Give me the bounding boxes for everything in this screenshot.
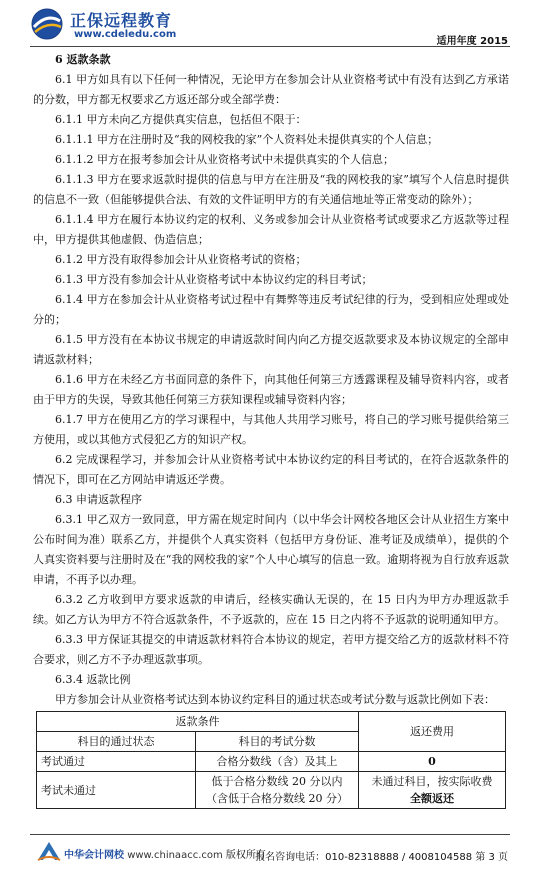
footer-contact bbox=[255, 848, 508, 863]
refund-line-2: 全额返还 bbox=[410, 792, 454, 805]
clause-6-1-1: 6.1.1 甲方未向乙方提供真实信息，包括但不限于： bbox=[55, 113, 307, 126]
refund-cell: 0 bbox=[359, 752, 506, 772]
clause-6-1-1-1: 6.1.1.1 甲方在注册时及“我的网校我的家”个人资料处未提供真实的个人信息； bbox=[55, 133, 439, 146]
clause-6-3-4: 6.3.4 返款比例 bbox=[55, 673, 131, 686]
clause-6-1-1-2: 6.1.1.2 甲方在报考参加会计从业资格考试中未提供真实的个人信息； bbox=[55, 153, 394, 166]
score-line-1: 低于合格分数线 20 分以内 bbox=[211, 775, 343, 788]
table-intro: 甲方参加会计从业资格考试达到本协议约定科目的通过状态或考试分数与返款比例如下表： bbox=[55, 693, 495, 706]
footer-site-name: 中华会计网校 bbox=[64, 850, 124, 861]
table-row bbox=[37, 712, 506, 732]
score-line-2: （含低于合格分数线 20 分） bbox=[206, 792, 348, 805]
clause-6-3-2: 6.3.2 乙方收到甲方要求返款的申请后，经核实确认无误的，在 15 日内为甲方办理返款手续。如乙方认为甲方不符合返款条件，不予返款的，应在 15 日之内将不予返款的说明通知甲方。 bbox=[33, 593, 509, 626]
clause-6-1-1-3: 6.1.1.3 甲方在要求返款时提供的信息与甲方在注册及“我的网校我的家”填写个人信息时提供的信息不一致（但能够提供合法、有效的文件证明甲方的有关通信地址等正常变动的除外）； bbox=[33, 173, 509, 206]
footer-divider bbox=[30, 834, 510, 835]
col-score-header: 科目的考试分数 bbox=[196, 732, 359, 752]
col-status-header: 科目的通过状态 bbox=[37, 732, 196, 752]
footer-rights: 版权所有 bbox=[225, 850, 266, 861]
score-cell: 合格分数线（含）及其上 bbox=[196, 752, 359, 772]
header-conditions: 返款条件 bbox=[37, 712, 359, 732]
cdel-globe-logo-icon bbox=[30, 7, 64, 41]
brand-url: www.cdeledu.com bbox=[74, 29, 177, 40]
clause-6-1-2: 6.1.2 甲方没有取得参加会计从业资格考试的资格； bbox=[55, 253, 307, 266]
chinaacc-logo-icon bbox=[36, 840, 62, 862]
document-body bbox=[33, 50, 509, 809]
refund-cell bbox=[359, 772, 506, 809]
clause-6-3-1: 6.3.1 甲乙双方一致同意，甲方需在规定时间内（以中华会计网校各地区会计从业招生方案中公布时间为准）联系乙方，并提供个人真实资料（包括甲方身份证、准考证及成绩单），提供的个人真实资料要与注册时及在“我的网校我的家”个人中心填写的信息一致。逾期将视为自行放弃返款申请，不再予以办理。 bbox=[33, 513, 509, 586]
clause-6-1-1-4: 6.1.1.4 甲方在履行本协议约定的权利、义务或参加会计从业资格考试或要求乙方返款等过程中，甲方提供其他虚假、伪造信息； bbox=[33, 213, 509, 246]
clause-6-1-5: 6.1.5 甲方没有在本协议书规定的申请返款时间内向乙方提交返款要求及本协议规定的全部申请返款材料； bbox=[33, 333, 509, 366]
section-title: 6 返款条款 bbox=[55, 53, 111, 66]
clause-6-1: 6.1 甲方如具有以下任何一种情况，无论甲方在参加会计从业资格考试中有没有达到乙方承诺的分数，甲方都无权要求乙方返还部分或全部学费： bbox=[33, 73, 509, 106]
page-number: 第 3 页 bbox=[475, 852, 508, 863]
page-header bbox=[0, 0, 540, 46]
clause-6-1-3: 6.1.3 甲方没有参加会计从业资格考试中本协议约定的科目考试； bbox=[55, 273, 373, 286]
brand-name: 正保远程教育 bbox=[70, 11, 173, 30]
clause-6-3-3: 6.3.3 甲方保证其提交的申请返款材料符合本协议的规定，若甲方提交给乙方的返款材料不符合要求，则乙方不予办理返款事项。 bbox=[33, 633, 509, 666]
clause-6-2: 6.2 完成课程学习，并参加会计从业资格考试中本协议约定的科目考试的，在符合返款条件的情况下，即可在乙方网站申请返还学费。 bbox=[33, 453, 509, 486]
header-refund: 返还费用 bbox=[359, 712, 506, 752]
clause-6-3: 6.3 申请返款程序 bbox=[55, 493, 142, 506]
score-cell bbox=[196, 772, 359, 809]
table-row bbox=[37, 752, 506, 772]
applicable-year: 适用年度 2015 bbox=[436, 36, 508, 47]
clause-6-1-6: 6.1.6 甲方在未经乙方书面同意的条件下，向其他任何第三方透露课程及辅导资料内容，或者由于甲方的失误，导致其他任何第三方获知课程或辅导资料内容； bbox=[33, 373, 509, 406]
footer-hotline: 报名咨询电话：010-82318888 / 4008104588 bbox=[255, 852, 473, 863]
status-cell: 考试未通过 bbox=[37, 772, 196, 809]
header-divider bbox=[30, 46, 510, 47]
refund-line-1: 未通过科目，按实际收费 bbox=[371, 775, 493, 788]
clause-6-1-4: 6.1.4 甲方在参加会计从业资格考试过程中有舞弊等违反考试纪律的行为，受到相应处理或处分的； bbox=[33, 293, 509, 326]
footer-site-info bbox=[64, 846, 266, 861]
table-row bbox=[37, 772, 506, 809]
clause-6-1-7: 6.1.7 甲方在使用乙方的学习课程中，与其他人共用学习账号，将自己的学习账号提供给第三方使用，或以其他方式侵犯乙方的知识产权。 bbox=[33, 413, 509, 446]
footer-site-url[interactable]: www.chinaacc.com bbox=[127, 850, 223, 861]
refund-ratio-table bbox=[36, 711, 506, 809]
status-cell: 考试通过 bbox=[37, 752, 196, 772]
